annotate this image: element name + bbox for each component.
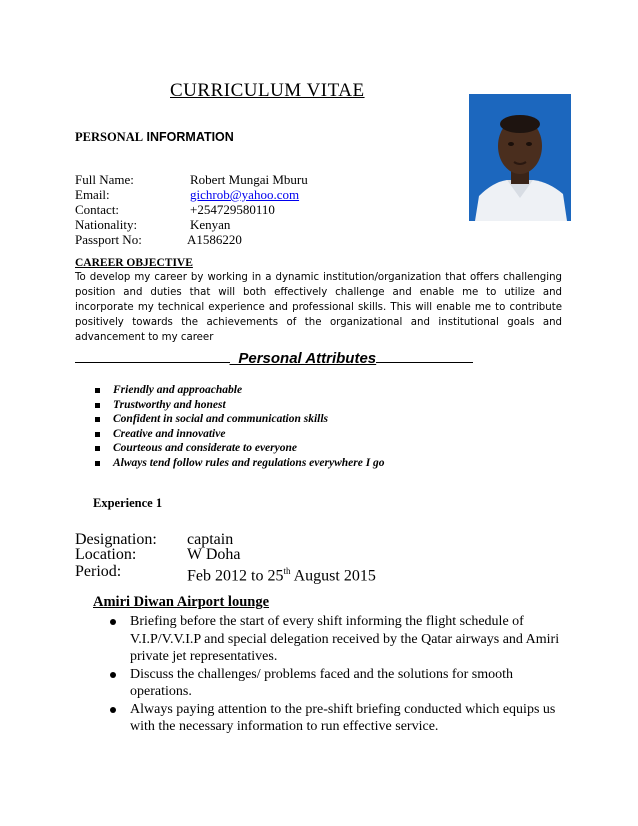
square-bullet-icon (95, 388, 100, 393)
personal-heading-part2: INFORMATION (143, 130, 234, 144)
email-link[interactable]: gichrob@yahoo.com (190, 187, 300, 202)
personal-heading-part1: PERSONAL (75, 130, 144, 144)
nationality-label: Nationality: (75, 217, 138, 232)
cv-title: CURRICULUM VITAE (170, 80, 365, 101)
career-objective-text: To develop my career by working in a dynamic institution/organization that offers challenging position and duties that will both effectively challenge and enable me to utilize and incorporate my technical experience and professional skills. This will enable me to contribute positively towards the achievements of the organizational and institutional goals and advancement to my career (75, 272, 562, 343)
contact-label: Contact: (75, 202, 120, 217)
duties-list (110, 613, 560, 736)
round-bullet-icon (110, 619, 116, 625)
experience-heading: Experience 1 (93, 496, 163, 510)
list-item: Briefing before the start of every shift informing the flight schedule of V.I.P/V.V.I.P and special delegation received by the Qatar airways and Amiri private jet representatives. (110, 613, 560, 666)
square-bullet-icon (95, 432, 100, 437)
round-bullet-icon (110, 707, 116, 713)
square-bullet-icon (95, 403, 100, 408)
heading-rule-left (75, 348, 230, 363)
full-name-label: Full Name: (75, 172, 134, 187)
list-item: Creative and innovative (95, 427, 385, 442)
attributes-list (95, 383, 385, 470)
square-bullet-icon (95, 461, 100, 466)
period-value: Feb 2012 to 25th August 2015 (187, 566, 376, 585)
list-item: Always paying attention to the pre-shift briefing conducted which equips us with the necessary information to run effective service. (110, 701, 560, 736)
list-item: Friendly and approachable (95, 383, 385, 398)
list-item: Discuss the challenges/ problems faced and the solutions for smooth operations. (110, 666, 560, 701)
heading-rule-right (376, 348, 473, 363)
list-item: Trustworthy and honest (95, 398, 385, 413)
list-item: Confident in social and communication skills (95, 412, 385, 427)
career-objective-heading: CAREER OBJECTIVE (75, 257, 193, 269)
period-label: Period: (75, 563, 122, 580)
contact-value: +254729580110 (190, 202, 275, 217)
list-item: Courteous and considerate to everyone (95, 441, 385, 456)
profile-photo (469, 94, 571, 221)
personal-attributes-label: _Personal Attributes (230, 350, 377, 367)
nationality-value: Kenyan (190, 217, 231, 232)
passport-value: A1586220 (187, 232, 242, 247)
email-label: Email: (75, 187, 110, 202)
square-bullet-icon (95, 417, 100, 422)
profile-photo-image (469, 94, 571, 221)
full-name-value: Robert Mungai Mburu (190, 172, 308, 187)
location-value: W Doha (187, 546, 241, 563)
list-item: Always tend follow rules and regulations everywhere I go (95, 456, 385, 471)
company-name: Amiri Diwan Airport lounge (93, 594, 270, 610)
designation-label: Designation: (75, 531, 157, 548)
round-bullet-icon (110, 672, 116, 678)
square-bullet-icon (95, 446, 100, 451)
location-label: Location: (75, 546, 137, 563)
personal-information-heading (75, 130, 234, 145)
passport-label: Passport No: (75, 232, 142, 247)
designation-value: captain (187, 531, 234, 548)
personal-attributes-heading (75, 348, 473, 367)
